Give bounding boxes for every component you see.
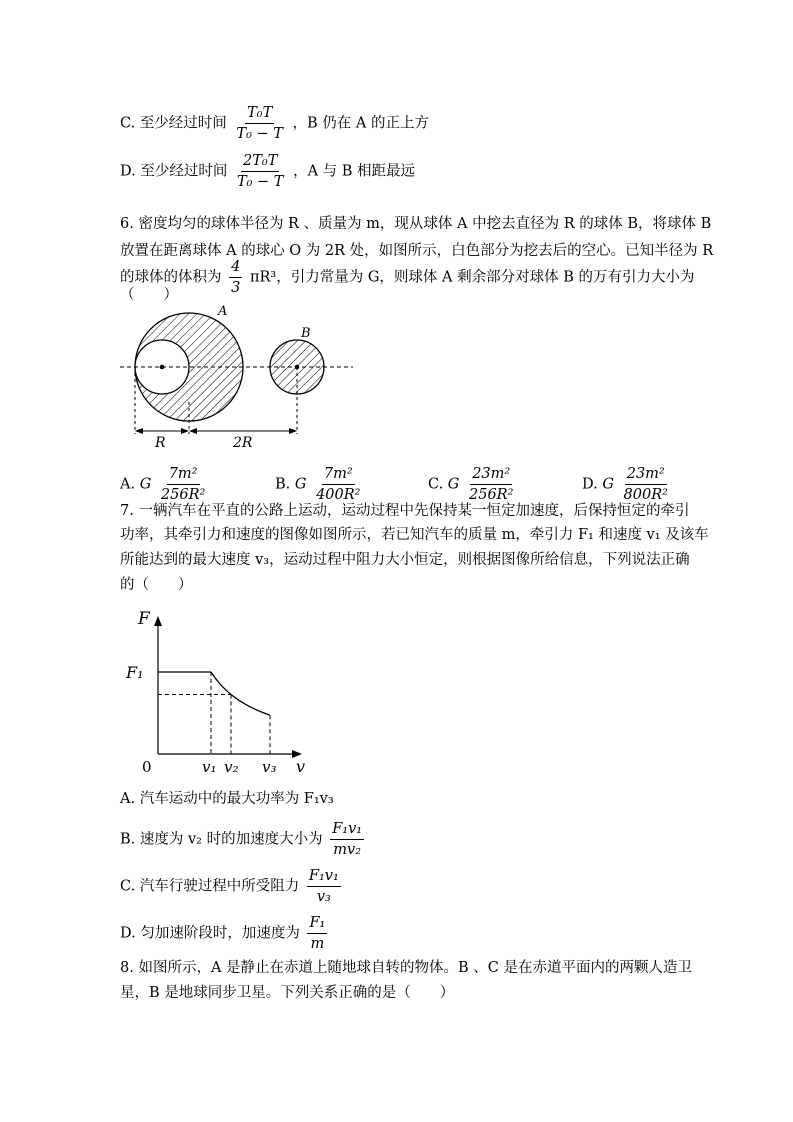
label-a: A <box>218 304 228 319</box>
x-tick-v3: v₃ <box>262 758 277 776</box>
q7-c-label: C. <box>120 878 136 895</box>
q5-d-text-post: ，A 与 B 相距最远 <box>293 163 416 180</box>
q6-a-fraction <box>159 465 207 504</box>
q6-d-g: G <box>602 476 614 493</box>
q6-c-label: C. <box>428 476 444 493</box>
y-axis-label: F <box>138 609 150 629</box>
q8-line-1: 8. 如图所示，A 是静止在赤道上随地球自转的物体。B 、C 是在赤道平面内的两颗人造卫 <box>120 960 692 976</box>
q6-line-3-post: πR³，引力常量为 G，则球体 A 剩余部分对球体 B 的万有引力大小为 <box>249 269 695 286</box>
q6-c-num: 23m² <box>470 465 512 485</box>
q5-d-fraction-den: T₀ − T <box>236 174 284 190</box>
center-dot-o <box>160 365 165 370</box>
q7-line-4: 的（ ） <box>120 577 193 593</box>
q6-c-g: G <box>447 476 460 493</box>
q5-c-text-pre: 至少经过时间 <box>139 115 227 132</box>
q7-b-fraction <box>330 820 364 859</box>
q7-d-den: m <box>310 936 325 952</box>
q7-a-text: 汽车运动中的最大功率为 F₁v₃ <box>139 791 334 807</box>
q6-d-fraction <box>622 465 670 504</box>
dim-2r-head-right <box>289 428 297 434</box>
q7-option-c <box>120 867 344 906</box>
y-tick-f1: F₁ <box>126 663 144 682</box>
q6-a-den: 256R² <box>160 487 206 503</box>
q6-a-num: 7m² <box>167 465 200 485</box>
q7-option-b <box>120 820 367 859</box>
dim-r-head-right <box>181 428 189 434</box>
q6-option-c <box>428 465 518 504</box>
label-r: R <box>155 435 166 451</box>
q7-d-pre: 匀加速阶段时，加速度为 <box>140 925 300 942</box>
q6-c-den: 256R² <box>469 487 514 503</box>
dim-r-head-left <box>135 428 143 434</box>
q6-b-num: 7m² <box>322 465 355 485</box>
q7-c-den: v₃ <box>316 889 331 905</box>
q7-c-pre: 汽车行驶过程中所受阻力 <box>139 878 300 895</box>
q6-line-3-pre: 的球体的体积为 <box>120 269 222 286</box>
q5-option-d <box>120 152 415 191</box>
q7-b-num: F₁v₁ <box>330 820 364 840</box>
q7-line-2: 功率，其牵引力和速度的图像如图所示，若已知汽车的质量 m，牵引力 F₁ 和速度 v₁ 及该车 <box>120 527 709 543</box>
q6-volume-fraction-num: 4 <box>229 258 242 278</box>
q6-line-1: 6. 密度均匀的球体半径为 R 、质量为 m，现从球体 A 中挖去直径为 R 的球体 B，将球体 B <box>120 216 712 232</box>
origin-label: 0 <box>142 758 152 776</box>
y-axis-arrow <box>154 616 162 626</box>
q7-b-pre: 速度为 v₂ 时的加速度大小为 <box>139 831 323 848</box>
q5-c-fraction-num: T₀T <box>245 104 274 124</box>
q5-c-fraction <box>234 104 285 143</box>
q5-d-label: D. <box>120 163 136 180</box>
q5-c-fraction-den: T₀ − T <box>236 126 283 142</box>
q5-c-text-post: ，B 仍在 A 的正上方 <box>292 115 430 132</box>
q6-b-g: G <box>294 476 307 493</box>
q7-line-3: 所能达到的最大速度 v₃，运动过程中阻力大小恒定，则根据图像所给信息，下列说法正确 <box>120 552 690 568</box>
x-tick-v1: v₁ <box>202 758 217 776</box>
q6-answer-blank: （ ） <box>120 287 178 303</box>
q6-d-label: D. <box>582 476 598 493</box>
q5-d-fraction-num: 2T₀T <box>241 152 279 172</box>
label-b: B <box>301 326 311 341</box>
q6-d-den: 800R² <box>623 487 668 503</box>
x-tick-v2: v₂ <box>224 758 239 776</box>
q6-b-label: B. <box>275 476 291 493</box>
q7-c-num: F₁v₁ <box>307 867 341 887</box>
q6-c-fraction <box>467 465 515 504</box>
q7-c-fraction <box>307 867 341 906</box>
q6-option-a <box>120 465 210 504</box>
power-curve <box>211 672 270 715</box>
q6-a-label: A. <box>120 476 136 493</box>
q7-d-fraction <box>307 914 327 953</box>
q6-volume-fraction <box>229 258 242 297</box>
q7-d-num: F₁ <box>307 914 327 934</box>
q6-b-den: 400R² <box>316 487 361 503</box>
x-axis-label: v <box>296 757 306 776</box>
q8-line-2: 星，B 是地球同步卫星。下列关系正确的是（ ） <box>120 985 455 1001</box>
q6-a-g: G <box>139 476 152 493</box>
q6-line-3 <box>120 258 694 297</box>
q7-b-den: mv₂ <box>333 842 362 858</box>
q6-d-num: 23m² <box>625 465 667 485</box>
label-2r: 2R <box>233 435 253 451</box>
q7-option-a <box>120 788 334 810</box>
q5-d-text-pre: 至少经过时间 <box>140 163 228 180</box>
q7-line-1: 7. 一辆汽车在平直的公路上运动，运动过程中先保持某一恒定加速度，后保持恒定的牵引 <box>120 503 690 519</box>
q7-force-velocity-graph <box>120 604 320 782</box>
q6-volume-fraction-den: 3 <box>231 280 241 296</box>
q5-c-label: C. <box>120 115 136 132</box>
q6-line-2: 放置在距离球体 A 的球心 O 为 2R 处，如图所示，白色部分为挖去后的空心。已知半径为 R <box>120 243 714 259</box>
q6-option-d <box>582 465 673 504</box>
q7-d-label: D. <box>120 925 136 942</box>
q5-option-c <box>120 104 429 143</box>
q6-option-b <box>275 465 365 504</box>
q6-sphere-figure <box>115 302 365 452</box>
q7-a-label: A. <box>120 791 136 807</box>
q7-b-label: B. <box>120 831 136 848</box>
q7-option-d <box>120 914 330 953</box>
q5-d-fraction <box>235 152 286 191</box>
q6-b-fraction <box>314 465 362 504</box>
dim-2r-head-left <box>189 428 197 434</box>
